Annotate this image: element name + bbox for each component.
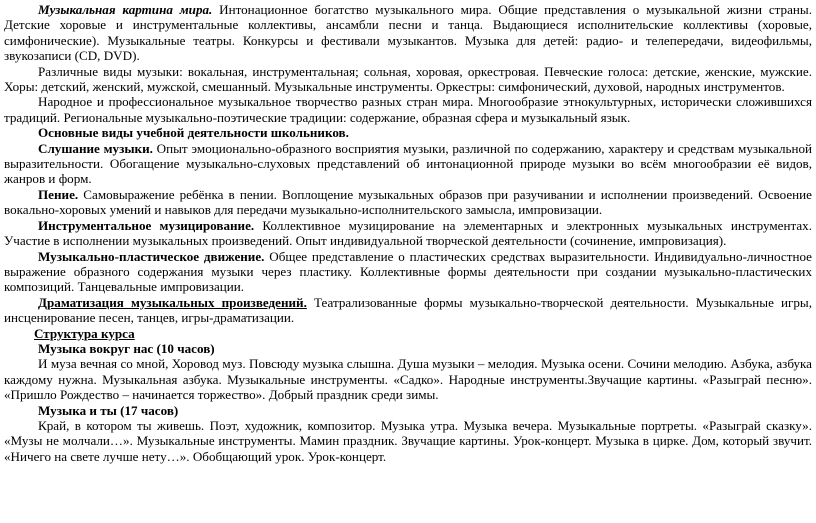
paragraph-dramatization <box>4 295 812 326</box>
heading-activities: Основные виды учебной деятельности школьников. <box>38 125 349 141</box>
paragraph-text: Интонационное богатство музыкального мира. Общие представления о музыкальной жизни страны. Детские хоровые и инструментальные коллективы, ансамбли песни и танца. Выдающиеся исполнительские коллективы (хоровые, симфонические). Музыкальные театры. Конкурсы и фестивали музыкантов. Музыка для детей: радио- и телепередачи, видеофильмы, звукозаписи (CD, DVD). <box>4 2 812 64</box>
paragraph-lead: Драматизация музыкальных произведений. <box>38 294 307 310</box>
paragraph-singing <box>4 187 812 218</box>
paragraph-text: Коллективное музицирование на элементарных и электронных музыкальных инструментах. Участие в исполнении музыкальных произведений. Опыт индивидуальной творческой деятельности (сочинение, импровизация). <box>4 217 813 249</box>
paragraph-lead: Музыкальная картина мира. <box>38 2 213 17</box>
paragraph-movement <box>4 249 812 295</box>
heading-course-structure: Структура курса <box>34 325 135 341</box>
paragraph-lead: Музыкально-пластическое движение. <box>38 248 265 264</box>
paragraph-instrumental <box>4 218 812 249</box>
paragraph-listening <box>4 141 812 187</box>
paragraph-text: Общее представление о пластических средствах выразительности. Индивидуально-личностное выражение образного содержания музыки через пластику. Коллективные формы деятельности при создании музыкально-пластических композиций. Танцевальные импровизации. <box>4 248 812 295</box>
section-title-music-and-you: Музыка и ты (17 часов) <box>38 402 179 418</box>
paragraph-lead: Слушание музыки. <box>38 140 153 156</box>
paragraph-text: Самовыражение ребёнка в пении. Воплощение музыкальных образов при разучивании и исполнении произведений. Освоение вокально-хоровых умений и навыков для передачи музыкально-исполнительского замысла, импровизации. <box>4 186 812 218</box>
section-title-music-around: Музыка вокруг нас (10 часов) <box>38 340 215 356</box>
paragraph-text: Театрализованные формы музыкально-творческой деятельности. Музыкальные игры, инсценирование песен, танцев, игры-драматизации. <box>4 294 813 326</box>
paragraph-lead: Пение. <box>38 186 79 202</box>
paragraph-lead: Инструментальное музицирование. <box>38 217 255 233</box>
paragraph-music-types: Различные виды музыки: вокальная, инструментальная; сольная, хоровая, оркестровая. Певческие голоса: детские, женские, мужские. Хоры: детский, женский, мужской, смешанный. Музыкальные инструменты. Оркестры: симфонический, духовой, народных инструментов. <box>4 63 812 95</box>
paragraph-folk-professional: Народное и профессиональное музыкальное творчество разных стран мира. Многообразие этнокультурных, исторически сложившихся традиций. Региональные музыкально-поэтические традиции: содержание, образная сфера и музыкальный язык. <box>4 94 812 125</box>
section-text-music-and-you: Край, в котором ты живешь. Поэт, художник, композитор. Музыка утра. Музыка вечера. Музыкальные портреты. «Разыграй сказку». «Музы не молчали…». Музыкальные инструменты. Мамин праздник. Звучащие картины. Урок-концерт. Музыка в цирке. Дом, который звучит. «Ничего на свете лучше нету…». Обобщающий урок. Урок-концерт. <box>4 417 812 464</box>
paragraph-music-picture <box>4 2 812 64</box>
section-text-music-around: И муза вечная со мной, Хоровод муз. Повсюду музыка слышна. Душа музыки – мелодия. Музыка осени. Сочини мелодию. Азбука, азбука каждому нужна. Музыкальная азбука. Музыкальные инструменты. «Садко». Народные инструменты.Звучащие картины. «Разыграй песню». «Пришло Рождество – начинается торжество». Добрый праздник среди зимы. <box>4 356 812 403</box>
paragraph-text: Опыт эмоционально-образного восприятия музыки, различной по содержанию, характеру и средствам музыкальной выразительности. Обогащение музыкально-слуховых представлений об интонационной природе музыки во всём многообразии её видов, жанров и форм. <box>4 140 813 187</box>
